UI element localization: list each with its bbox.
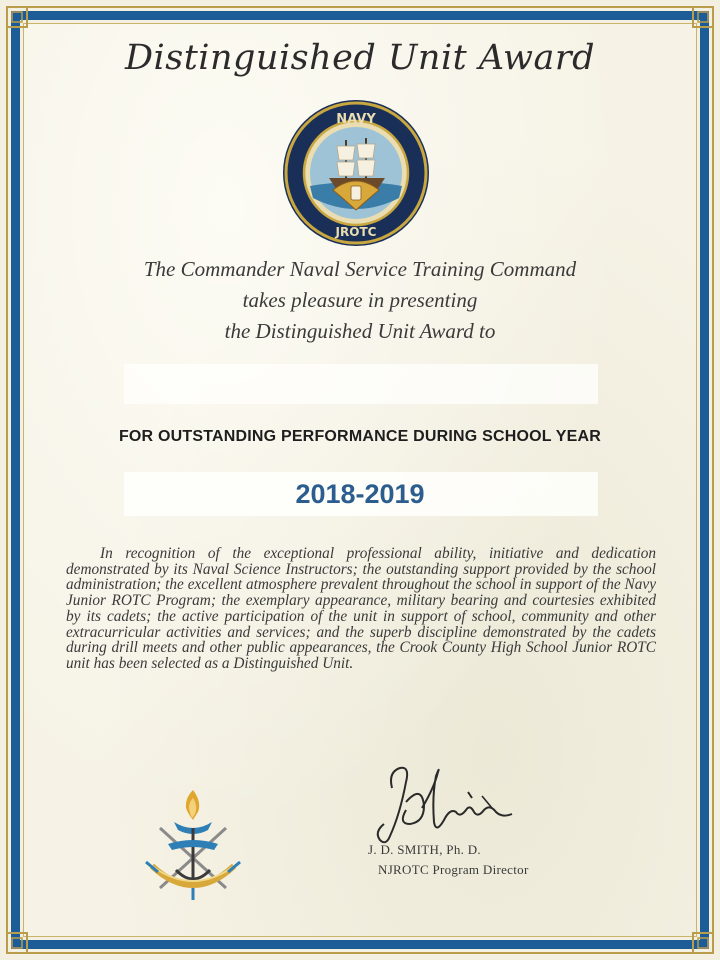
citation-line: the Navy Junior ROTC Program; the exemplary appearance, military [66, 576, 656, 610]
corner-ornament-icon [6, 6, 28, 28]
corner-ornament-icon [6, 932, 28, 954]
corner-ornament-icon [692, 932, 714, 954]
citation-line: In recognition of the exceptional professional ability, initiative [100, 545, 544, 562]
recipient-name-blank [124, 364, 598, 404]
intro-line: The Commander Naval Service Training Command [143, 257, 577, 281]
citation-body [66, 546, 656, 672]
certificate-title: Distinguished Unit Award [125, 38, 595, 78]
citation-line: and dedication demonstrated by its Naval Science Instructors; the [66, 545, 656, 578]
intro-line: takes pleasure in presenting [242, 288, 478, 312]
citation-line: bearing and courtesies exhibited by its cadets; the active [66, 592, 656, 625]
citation-line: been selected as a Distinguished Unit. [118, 654, 354, 672]
seal-bottom-text: JROTC [335, 225, 377, 239]
navy-jrotc-seal-icon [281, 98, 431, 248]
school-year: 2018-2019 [295, 479, 425, 509]
signatory-name: J. D. SMITH, Ph. D. [368, 842, 481, 857]
corner-ornament-icon [692, 6, 714, 28]
intro-text [60, 254, 660, 347]
seal-top-text: NAVY [336, 112, 376, 127]
signatory-title: NJROTC Program Director [378, 862, 529, 877]
citation-line: demonstrated by the cadets during drill meets and other public [66, 623, 656, 657]
citation-line: extracurricular activities and services; and the superb discipline [66, 623, 477, 641]
award-headline: FOR OUTSTANDING PERFORMANCE DURING SCHOOL YEAR [118, 428, 602, 445]
citation-line: outstanding support provided by the school administration; the [66, 560, 657, 594]
njrotc-emblem-icon [138, 784, 248, 904]
signature-icon [362, 762, 532, 852]
intro-line: the Distinguished Unit Award to [224, 319, 496, 343]
citation-line: excellent atmosphere prevalent throughout the school in support of [187, 576, 599, 594]
citation-line: participation of the unit in support of school, community and other [224, 607, 656, 625]
citation-line: appearances, the Crook County High School Junior ROTC unit has [66, 639, 656, 672]
